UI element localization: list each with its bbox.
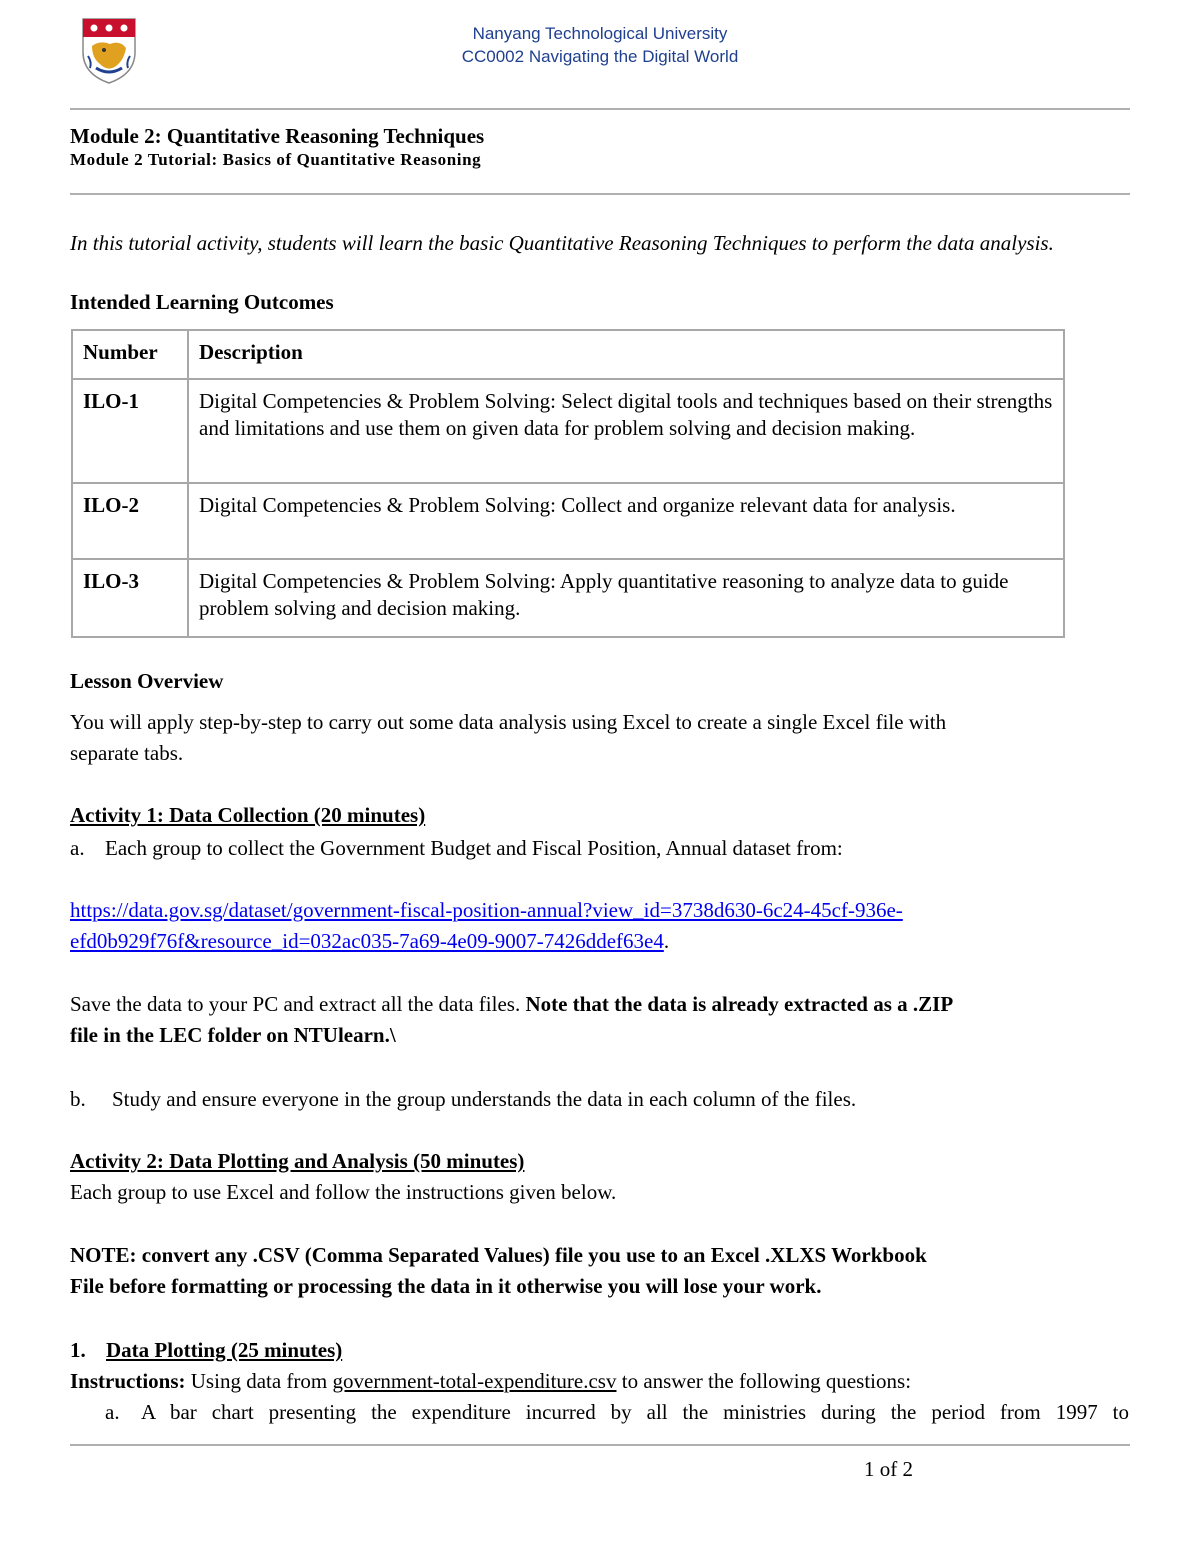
instructions-post: to answer the following questions:: [616, 1369, 912, 1393]
activity1-item-b-marker: b.: [70, 1087, 86, 1111]
save-note-part1: Note that the data is already extracted as a .ZIP: [525, 992, 954, 1016]
ilo-table: [71, 329, 1065, 638]
dataset-link-line2[interactable]: [70, 929, 669, 954]
ilo-col-description: Description: [188, 330, 1064, 379]
section1-item-a-marker: a.: [105, 1400, 120, 1424]
section1-instructions: [70, 1369, 911, 1394]
ilo-description: Digital Competencies & Problem Solving: Collect and organize relevant data for analysis.: [188, 483, 1064, 559]
activity1-item-a-marker: a.: [70, 836, 85, 860]
ilo-description: Digital Competencies & Problem Solving: Apply quantitative reasoning to analyze data to guide problem solving and decision making.: [188, 559, 1064, 637]
ilo-description: Digital Competencies & Problem Solving: Select digital tools and techniques based on their strengths and limitations and use them on given data for problem solving and decision making.: [188, 379, 1064, 483]
lesson-heading: Lesson Overview: [70, 669, 224, 693]
activity1-item-a: Each group to collect the Government Budget and Fiscal Position, Annual dataset from:: [105, 836, 843, 860]
save-note-part2: file in the LEC folder on NTUlearn.\: [70, 1023, 396, 1047]
intro-text: In this tutorial activity, students will learn the basic Quantitative Reasoning Techniques to perform the data analysis.: [70, 231, 1054, 255]
activity2-note-line1: NOTE: convert any .CSV (Comma Separated Values) file you use to an Excel .XLXS Workbook: [70, 1243, 927, 1267]
save-instruction-line1: [70, 992, 953, 1017]
section1-heading: Data Plotting (25 minutes): [106, 1338, 343, 1362]
module-divider: [70, 193, 1130, 195]
save-text: Save the data to your PC and extract all the data files.: [70, 992, 526, 1016]
dataset-link-part1[interactable]: https://data.gov.sg/dataset/government-fiscal-position-annual?view_id=3738d630-6c24-45cf-936e-: [70, 898, 903, 922]
instructions-pre: Using data from: [185, 1369, 333, 1393]
table-row: [72, 559, 1064, 637]
link-suffix: .: [663, 929, 670, 953]
section1-item-a: A bar chart presenting the expenditure incurred by all the ministries during the period from 1997 to: [141, 1400, 1129, 1424]
dataset-link-part2[interactable]: efd0b929f76f&resource_id=032ac035-7a69-4e09-9007-7426ddef63e4: [70, 929, 664, 953]
header-divider: [70, 108, 1130, 110]
lesson-text-line1: You will apply step-by-step to carry out some data analysis using Excel to create a single Excel file with: [70, 710, 947, 734]
ilo-number: ILO-2: [72, 483, 188, 559]
activity1-item-b: Study and ensure everyone in the group understands the data in each column of the files.: [112, 1087, 857, 1111]
module-title: Module 2: Quantitative Reasoning Techniques: [70, 124, 485, 148]
header-university: Nanyang Technological University: [472, 24, 728, 43]
ilo-col-number: Number: [72, 330, 188, 379]
activity1-heading: Activity 1: Data Collection (20 minutes): [70, 803, 426, 827]
footer-divider: [70, 1444, 1130, 1446]
section1-marker: 1.: [70, 1338, 86, 1362]
module-subtitle: Module 2 Tutorial: Basics of Quantitative Reasoning: [70, 150, 482, 169]
page-number: 1 of 2: [864, 1457, 913, 1481]
ilo-number: ILO-1: [72, 379, 188, 483]
table-row: [72, 379, 1064, 483]
instructions-file: government-total-expenditure.csv: [332, 1369, 617, 1393]
dataset-link-line1[interactable]: [70, 898, 903, 923]
header-course: CC0002 Navigating the Digital World: [461, 47, 739, 66]
instructions-label: Instructions:: [70, 1369, 186, 1393]
table-row: [72, 483, 1064, 559]
lesson-text-line2: separate tabs.: [70, 741, 184, 765]
activity2-text: Each group to use Excel and follow the instructions given below.: [70, 1180, 617, 1204]
activity2-note-line2: File before formatting or processing the data in it otherwise you will lose your work.: [70, 1274, 822, 1298]
ilo-number: ILO-3: [72, 559, 188, 637]
activity2-heading: Activity 2: Data Plotting and Analysis (50 minutes): [70, 1149, 525, 1173]
ilo-heading: Intended Learning Outcomes: [70, 290, 334, 314]
